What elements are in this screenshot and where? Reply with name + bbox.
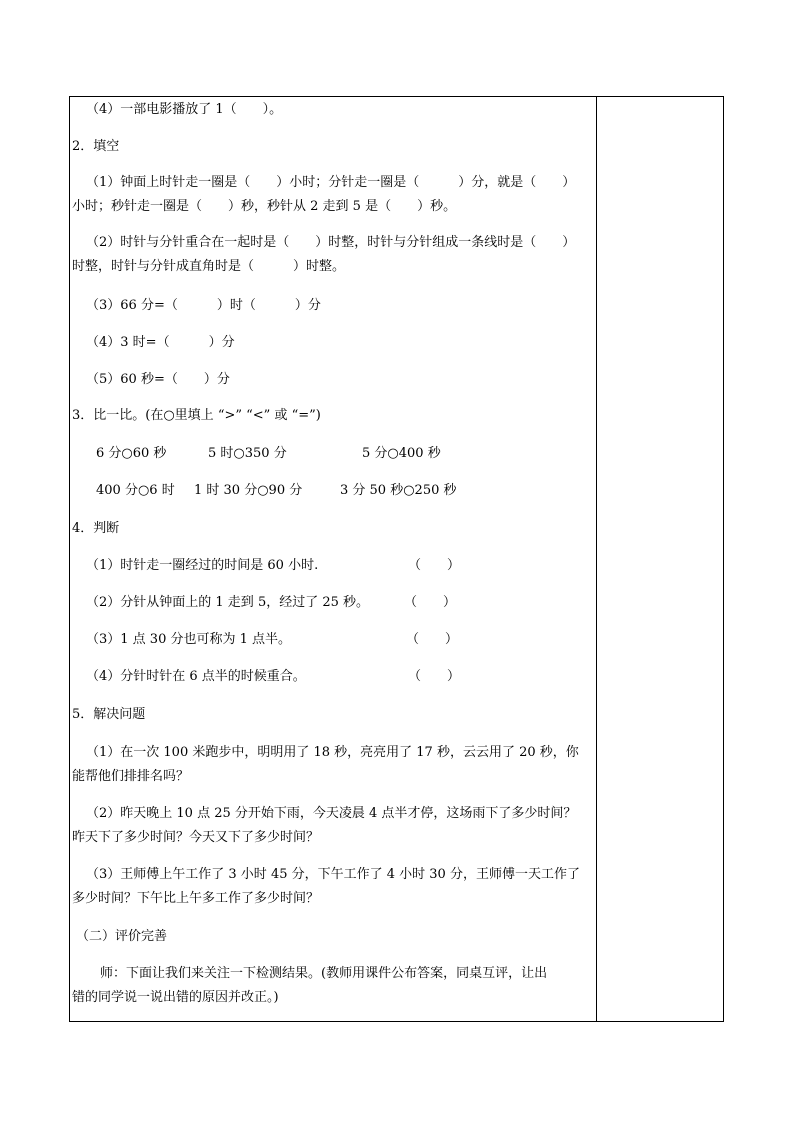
q2-item-5: （5）60 秒=（ ）分 <box>86 372 230 387</box>
q4-blank: （ ） <box>406 632 459 647</box>
section-2-paragraph-line-2: 错的同学说一说出错的原因并改正。) <box>72 990 279 1005</box>
q5-problem-3-line-2: 多少时间？下午比上午多工作了多少时间？ <box>72 891 320 906</box>
q2-item-4: （4）3 时=（ ）分 <box>86 335 235 350</box>
q4-blank: （ ） <box>404 595 457 610</box>
q4-item-text: （3）1 点 30 分也可称为 1 点半。 <box>86 632 292 647</box>
q2-title: 2．填空 <box>72 139 120 154</box>
q4-title: 4．判断 <box>72 521 120 536</box>
q4-blank: （ ） <box>408 558 461 573</box>
q3-compare: 6 分○60 秒 <box>96 446 167 461</box>
q3-compare: 400 分○6 时 <box>96 483 175 498</box>
q2-item-2-line-1: （2）时针与分针重合在一起时是（ ）时整，时针与分针组成一条线时是（ ） <box>86 235 576 250</box>
q4-item <box>86 554 586 578</box>
q4-item <box>86 665 586 689</box>
q3-compare: 5 分○400 秒 <box>362 446 441 461</box>
q5-problem-2-line-1: （2）昨天晚上 10 点 25 分开始下雨，今天凌晨 4 点半才停，这场雨下了多少时间？ <box>86 806 577 821</box>
q5-problem-1-line-2: 能帮他们排排名吗？ <box>72 769 190 784</box>
q2-item-1-line-2: 小时；秒针走一圈是（ ）秒，秒针从 2 走到 5 是（ ）秒。 <box>72 199 457 214</box>
q1-item-4: （4）一部电影播放了 1（ ）。 <box>86 102 283 117</box>
q3-compare: 5 时○350 分 <box>208 446 287 461</box>
section-2-paragraph-line-1: 师：下面让我们来关注一下检测结果。(教师用课件公布答案，同桌互评，让出 <box>100 966 548 981</box>
q3-compare: 1 时 30 分○90 分 <box>194 483 303 498</box>
q5-problem-2-line-2: 昨天下了多少时间？今天又下了多少时间？ <box>72 830 320 845</box>
q3-title: 3．比一比。(在○里填上 “>” “<” 或 “=”) <box>72 408 321 423</box>
q4-item-text: （1）时针走一圈经过的时间是 60 小时. <box>86 558 319 573</box>
q5-problem-1-line-1: （1）在一次 100 米跑步中，明明用了 18 秒，亮亮用了 17 秒，云云用了 20 秒，你 <box>86 745 579 760</box>
q4-item-text: （2）分针从钟面上的 1 走到 5，经过了 25 秒。 <box>86 595 370 610</box>
q4-item <box>86 628 586 652</box>
q3-compare: 3 分 50 秒○250 秒 <box>340 483 457 498</box>
column-divider <box>596 96 597 1022</box>
section-2-title: （二）评价完善 <box>76 929 168 944</box>
q5-title: 5．解决问题 <box>72 707 146 722</box>
q5-problem-3-line-1: （3）王师傅上午工作了 3 小时 45 分，下午工作了 4 小时 30 分，王师傅一天工作了 <box>86 867 580 882</box>
q4-item <box>86 591 586 615</box>
q2-item-2-line-2: 时整，时针与分针成直角时是（ ）时整。 <box>72 259 346 274</box>
q2-item-1-line-1: （1）钟面上时针走一圈是（ ）小时；分针走一圈是（ ）分，就是（ ） <box>86 175 576 190</box>
q2-item-3: （3）66 分=（ ）时（ ）分 <box>86 298 321 313</box>
q4-blank: （ ） <box>408 669 461 684</box>
q4-item-text: （4）分针时针在 6 点半的时候重合。 <box>86 669 306 684</box>
